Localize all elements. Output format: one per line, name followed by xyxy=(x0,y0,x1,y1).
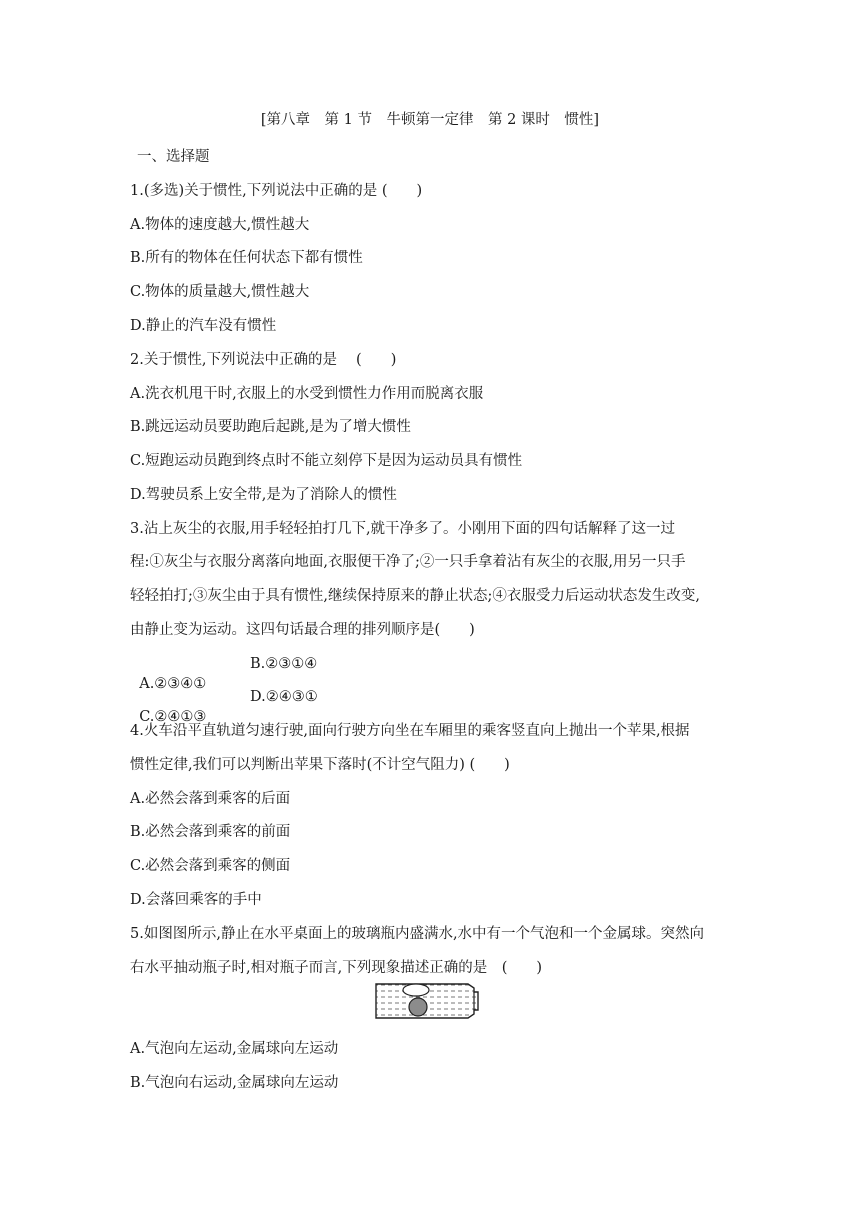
question-3-stem-line-4: 由静止变为运动。这四句话最合理的排列顺序是( ) xyxy=(130,622,475,638)
question-2-option-b[interactable]: B.跳远运动员要助跑后起跳,是为了增大惯性 xyxy=(130,419,411,435)
question-4-option-b[interactable]: B.必然会落到乘客的前面 xyxy=(130,824,291,840)
question-4-stem-line-2: 惯性定律,我们可以判断出苹果下落时(不计空气阻力) ( ) xyxy=(130,757,510,773)
question-3-stem-line-2: 程:①灰尘与衣服分离落向地面,衣服便干净了;②一只手拿着沾有灰尘的衣服,用另一只手 xyxy=(130,554,686,570)
question-3-option-b[interactable]: B.②③①④ xyxy=(250,656,318,672)
question-1-stem: 1.(多选)关于惯性,下列说法中正确的是 ( ) xyxy=(130,183,423,199)
question-3-option-c[interactable]: C.②④①③ xyxy=(139,709,207,725)
metal-ball xyxy=(409,998,427,1016)
question-1-option-b[interactable]: B.所有的物体在任何状态下都有惯性 xyxy=(130,250,363,266)
question-2-option-d[interactable]: D.驾驶员系上安全带,是为了消除人的惯性 xyxy=(130,487,397,503)
air-bubble xyxy=(403,984,429,996)
question-1-option-d[interactable]: D.静止的汽车没有惯性 xyxy=(130,318,277,334)
question-1-option-c[interactable]: C.物体的质量越大,惯性越大 xyxy=(130,284,310,300)
question-2-option-c[interactable]: C.短跑运动员跑到终点时不能立刻停下是因为运动员具有惯性 xyxy=(130,453,523,469)
question-3-option-a[interactable]: A.②③④① xyxy=(139,676,207,692)
question-3-stem-line-1: 3.沾上灰尘的衣服,用手轻轻拍打几下,就干净多了。小刚用下面的四句话解释了这一过 xyxy=(130,521,676,537)
question-2-option-a[interactable]: A.洗衣机甩干时,衣服上的水受到惯性力作用而脱离衣服 xyxy=(130,386,484,402)
question-5-option-b[interactable]: B.气泡向右运动,金属球向左运动 xyxy=(130,1075,339,1091)
question-3-option-d[interactable]: D.②④③① xyxy=(250,689,318,705)
question-5-stem-line-1: 5.如图图所示,静止在水平桌面上的玻璃瓶内盛满水,水中有一个气泡和一个金属球。突然向 xyxy=(130,926,705,942)
section-heading: 一、选择题 xyxy=(137,149,210,165)
bottle-figure xyxy=(374,952,490,1032)
question-3-stem-line-3: 轻轻拍打;③灰尘由于具有惯性,继续保持原来的静止状态;④衣服受力后运动状态发生改变, xyxy=(130,588,700,604)
question-4-option-d[interactable]: D.会落回乘客的手中 xyxy=(130,892,262,908)
question-5-option-a[interactable]: A.气泡向左运动,金属球向左运动 xyxy=(130,1041,339,1057)
question-4-option-a[interactable]: A.必然会落到乘客的后面 xyxy=(130,791,291,807)
question-5-stem-line-2: 右水平抽动瓶子时,相对瓶子而言,下列现象描述正确的是 ( ) xyxy=(130,960,543,976)
question-2-stem: 2.关于惯性,下列说法中正确的是 ( ) xyxy=(130,352,397,368)
page-title: [第八章 第 1 节 牛顿第一定律 第 2 课时 惯性] xyxy=(260,112,600,128)
question-4-option-c[interactable]: C.必然会落到乘客的侧面 xyxy=(130,858,291,874)
question-1-option-a[interactable]: A.物体的速度越大,惯性越大 xyxy=(130,217,310,233)
question-4-stem-line-1: 4.火车沿平直轨道匀速行驶,面向行驶方向坐在车厢里的乘客竖直向上抛出一个苹果,根据 xyxy=(130,723,690,739)
